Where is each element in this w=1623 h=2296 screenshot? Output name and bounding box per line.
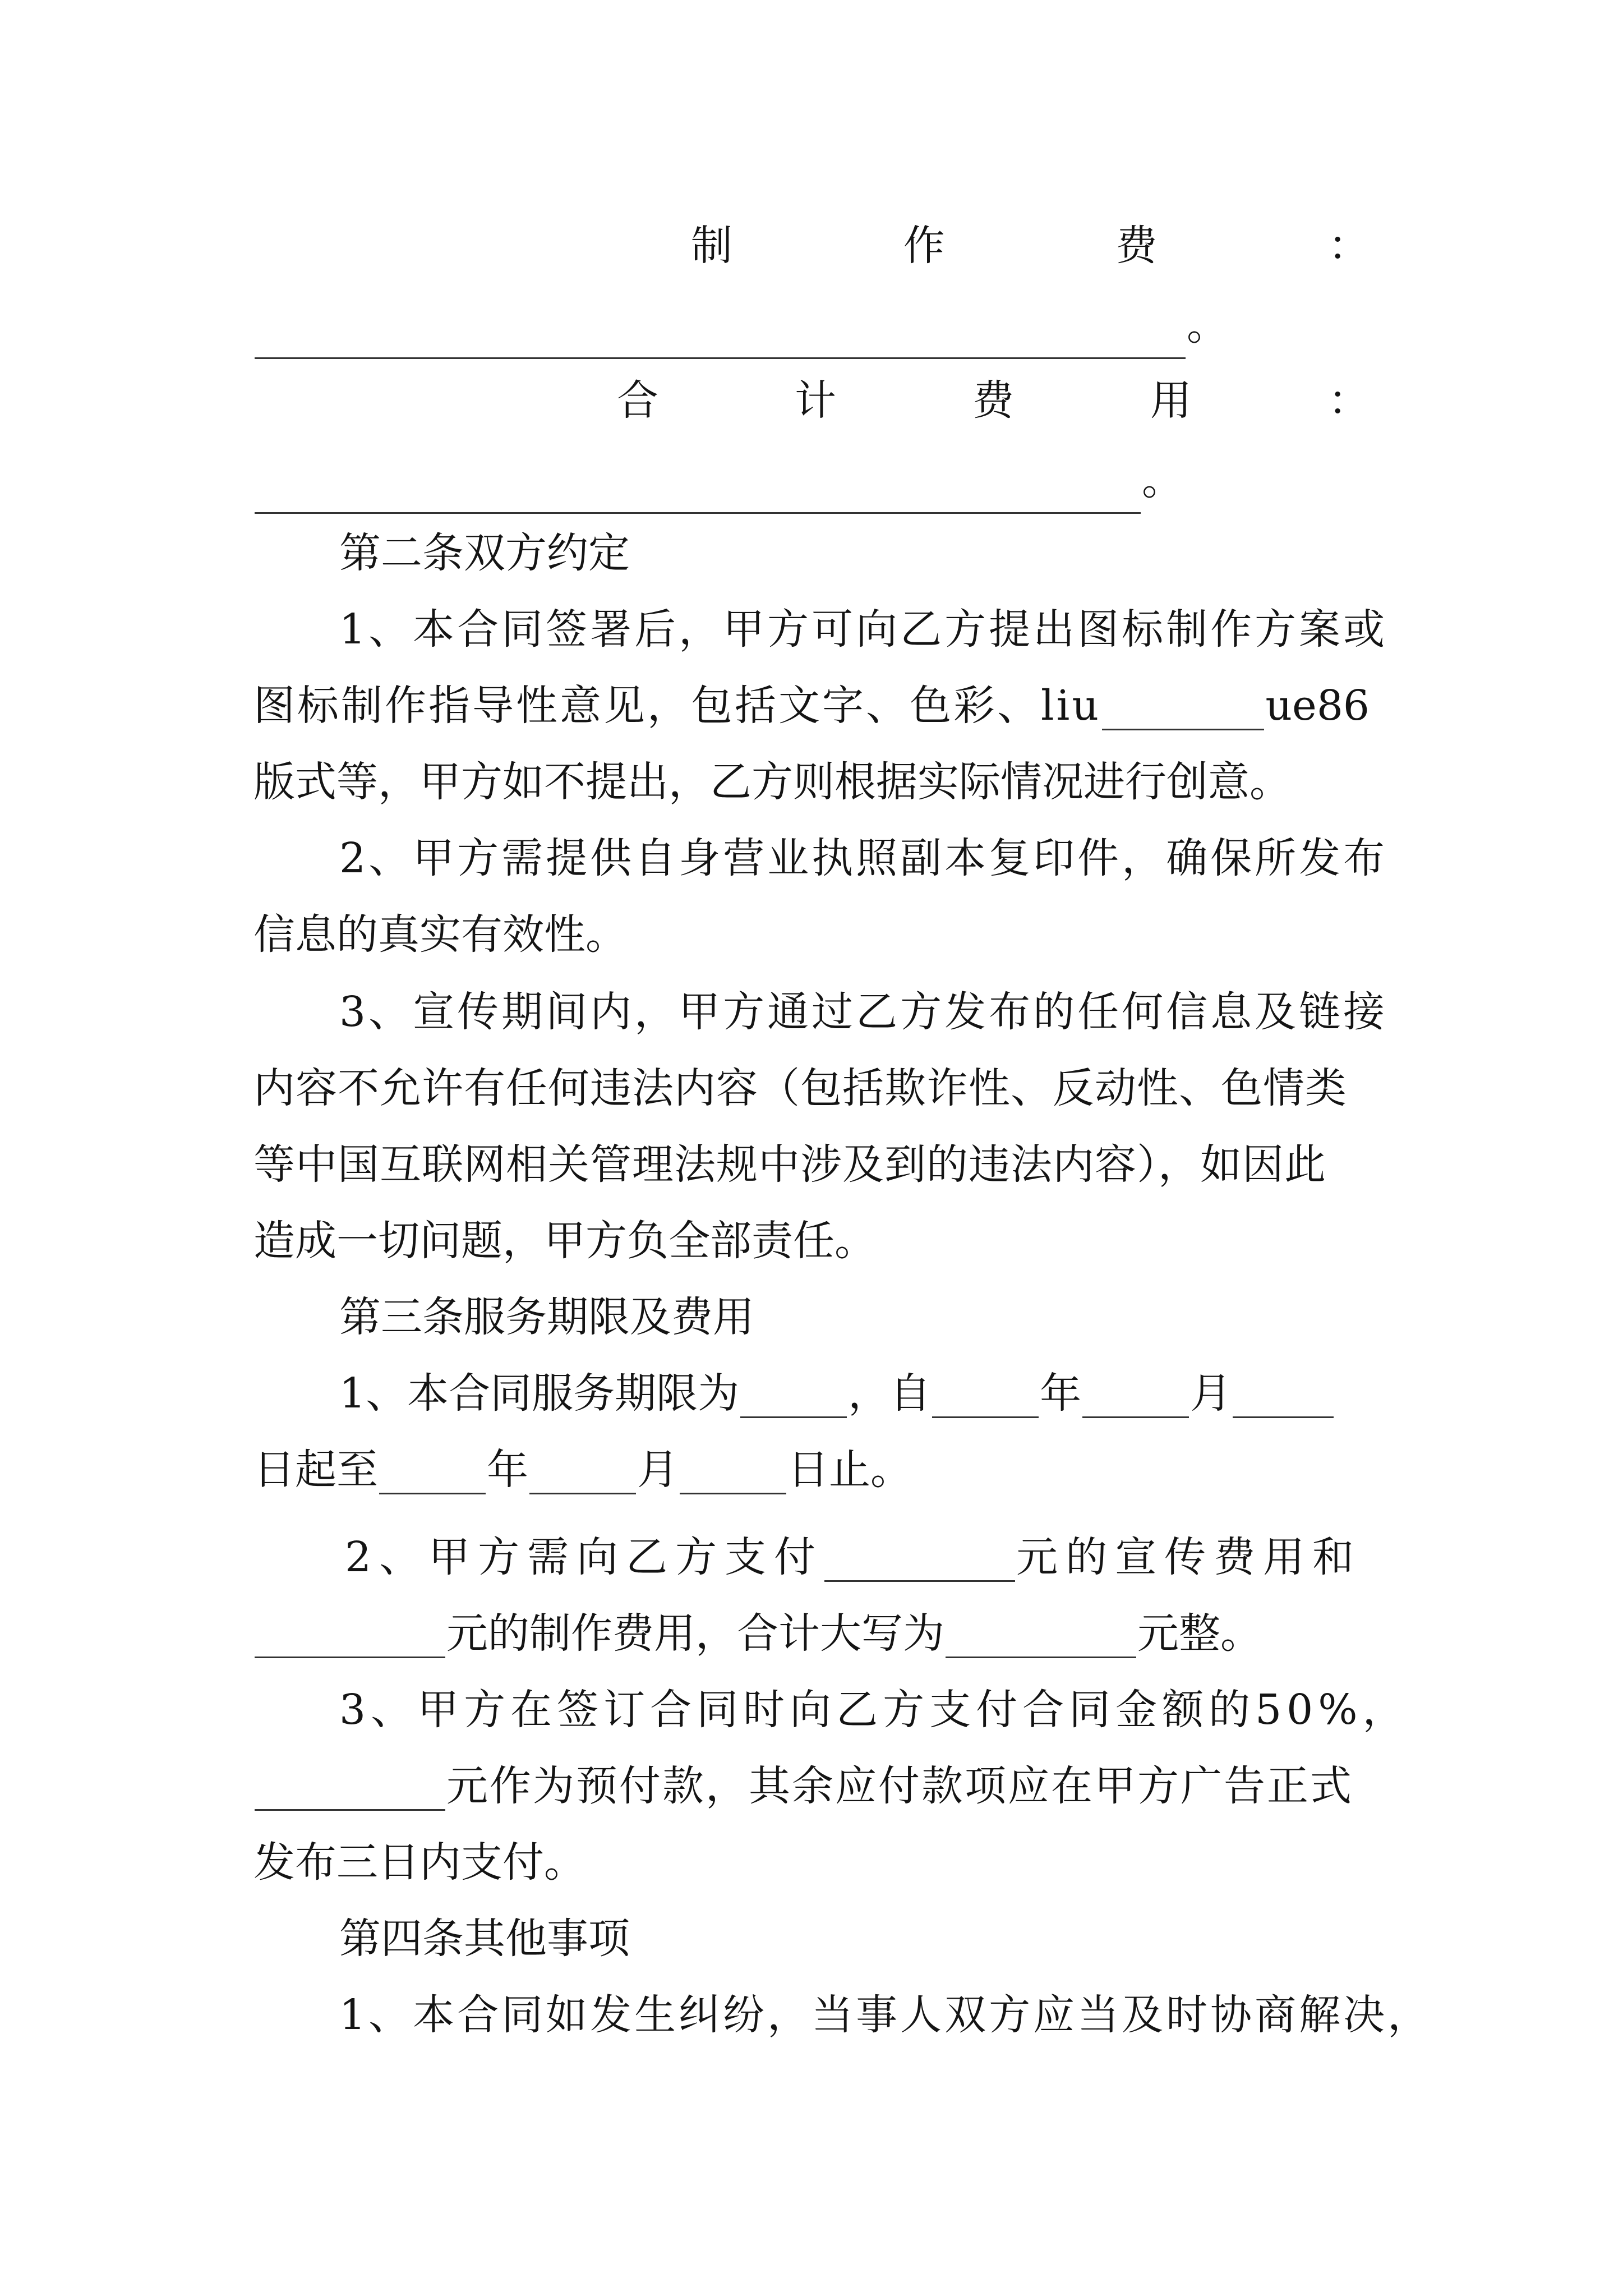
total-fee-char-3: 费	[972, 376, 1014, 425]
article2-p3-line1-text: 3、宣传期间内，甲方通过乙方发布的任何信息及链接	[339, 988, 1388, 1036]
total-fee-blank-row	[253, 447, 1370, 514]
article2-p3-line4	[253, 1207, 1370, 1274]
article3-p2-line1	[345, 1524, 1370, 1591]
end-year-blank[interactable]	[379, 1446, 486, 1494]
article3-p1-c: 年	[1040, 1369, 1082, 1418]
article3-p2-b: 元的宣传费用和	[1016, 1533, 1362, 1581]
article2-p1-line3-text: 版式等，甲方如不提出，乙方则根据实际情况进行创意。	[253, 758, 1291, 806]
article2-p1-line1	[339, 596, 1388, 663]
article2-heading: 第二条双方约定	[339, 529, 630, 577]
article3-p1-g: 月	[637, 1446, 679, 1494]
start-day-blank[interactable]	[1233, 1369, 1334, 1418]
total-fee-label-row	[617, 367, 1370, 434]
article3-p1-line1	[339, 1360, 1370, 1427]
article2-p1-line3	[253, 748, 1370, 816]
article2-p2-line2	[253, 901, 1370, 968]
article2-p3-line2-text: 内容不允许有任何违法内容（包括欺诈性、反动性、色情类	[253, 1064, 1347, 1112]
article3-p3-line1	[339, 1676, 1409, 1743]
total-fee-colon: ：	[1328, 376, 1370, 425]
article2-p3-line1	[339, 978, 1388, 1046]
start-year-blank[interactable]	[932, 1369, 1039, 1418]
article3-p3-line3	[253, 1829, 1370, 1896]
article2-p3-line3	[253, 1131, 1370, 1198]
article4-heading: 第四条其他事项	[339, 1915, 630, 1963]
article3-heading: 第三条服务期限及费用	[339, 1293, 754, 1341]
article3-p3-line2	[253, 1752, 1370, 1820]
article3-p2-line2	[253, 1600, 1370, 1667]
article3-p3-c: 发布三日内支付。	[253, 1838, 585, 1887]
article3-p2-c: 元的制作费用，合计大写为	[446, 1609, 944, 1658]
production-fee-colon: ：	[1327, 222, 1370, 270]
production-fee-blank-row	[253, 292, 1370, 359]
article3-p1-f: 年	[487, 1446, 528, 1494]
start-month-blank[interactable]	[1082, 1369, 1189, 1418]
production-fee-char-3: 费	[1115, 222, 1158, 270]
article3-p3-b: 元作为预付款，其余应付款项应在甲方广告正式	[446, 1762, 1353, 1810]
article3-p1-h: 日止。	[787, 1446, 912, 1494]
article4-p1-line1	[339, 1981, 1432, 2049]
article3-p1-line2	[253, 1436, 1370, 1503]
production-fee-amount-blank[interactable]	[255, 1609, 445, 1658]
end-month-blank[interactable]	[529, 1446, 636, 1494]
total-fee-char-2: 计	[795, 376, 836, 425]
article3-p1-a: 1、本合同服务期限为	[339, 1369, 740, 1418]
article2-p1-line2-b: ue86	[1265, 682, 1370, 730]
total-fee-char-4: 用	[1150, 376, 1192, 425]
article2-p1-line2	[253, 672, 1370, 739]
total-fee-blank[interactable]	[255, 465, 1141, 514]
production-fee-char-1: 制	[691, 222, 732, 270]
article2-p2-line2-text: 信息的真实有效性。	[253, 910, 627, 959]
end-day-blank[interactable]	[680, 1446, 786, 1494]
article3-p1-e: 日起至	[253, 1446, 378, 1494]
article4-p1-line1-text: 1、本合同如发生纠纷，当事人双方应当及时协商解决，	[339, 1991, 1432, 2039]
article2-p1-line1-text: 1、本合同签署后，甲方可向乙方提出图标制作方案或	[339, 605, 1388, 654]
article2-p3-line3-text: 等中国互联网相关管理法规中涉及到的违法内容），如因此	[253, 1140, 1326, 1189]
article3-p1-b: ，自	[848, 1369, 932, 1418]
article3-p2-d: 元整。	[1137, 1609, 1262, 1658]
article2-p3-line2	[253, 1055, 1370, 1122]
article2-p1-blank[interactable]	[1102, 682, 1264, 730]
article2-p2-line1-text: 2、甲方需提供自身营业执照副本复印件，确保所发布	[339, 834, 1388, 882]
total-fee-char-1: 合	[617, 376, 658, 425]
article2-p3-line4-text: 造成一切问题，甲方负全部责任。	[253, 1217, 876, 1265]
article2-p1-line2-a: 图标制作指导性意见，包括文字、色彩、liu	[253, 682, 1101, 730]
production-fee-end: 。	[1187, 301, 1228, 349]
total-fee-end: 。	[1142, 456, 1183, 504]
total-amount-capital-blank[interactable]	[946, 1609, 1136, 1658]
promotion-fee-blank[interactable]	[824, 1533, 1015, 1582]
production-fee-label-row	[691, 212, 1370, 279]
prepayment-blank[interactable]	[255, 1762, 445, 1811]
article3-p2-a: 2、甲方需向乙方支付	[345, 1533, 824, 1581]
article2-p2-line1	[339, 825, 1388, 892]
article3-p1-d: 月	[1190, 1369, 1232, 1418]
production-fee-char-2: 作	[903, 222, 945, 270]
production-fee-blank[interactable]	[255, 310, 1186, 359]
service-period-blank[interactable]	[740, 1369, 847, 1418]
article3-p3-a: 3、甲方在签订合同时向乙方支付合同金额的50%，	[339, 1686, 1409, 1734]
